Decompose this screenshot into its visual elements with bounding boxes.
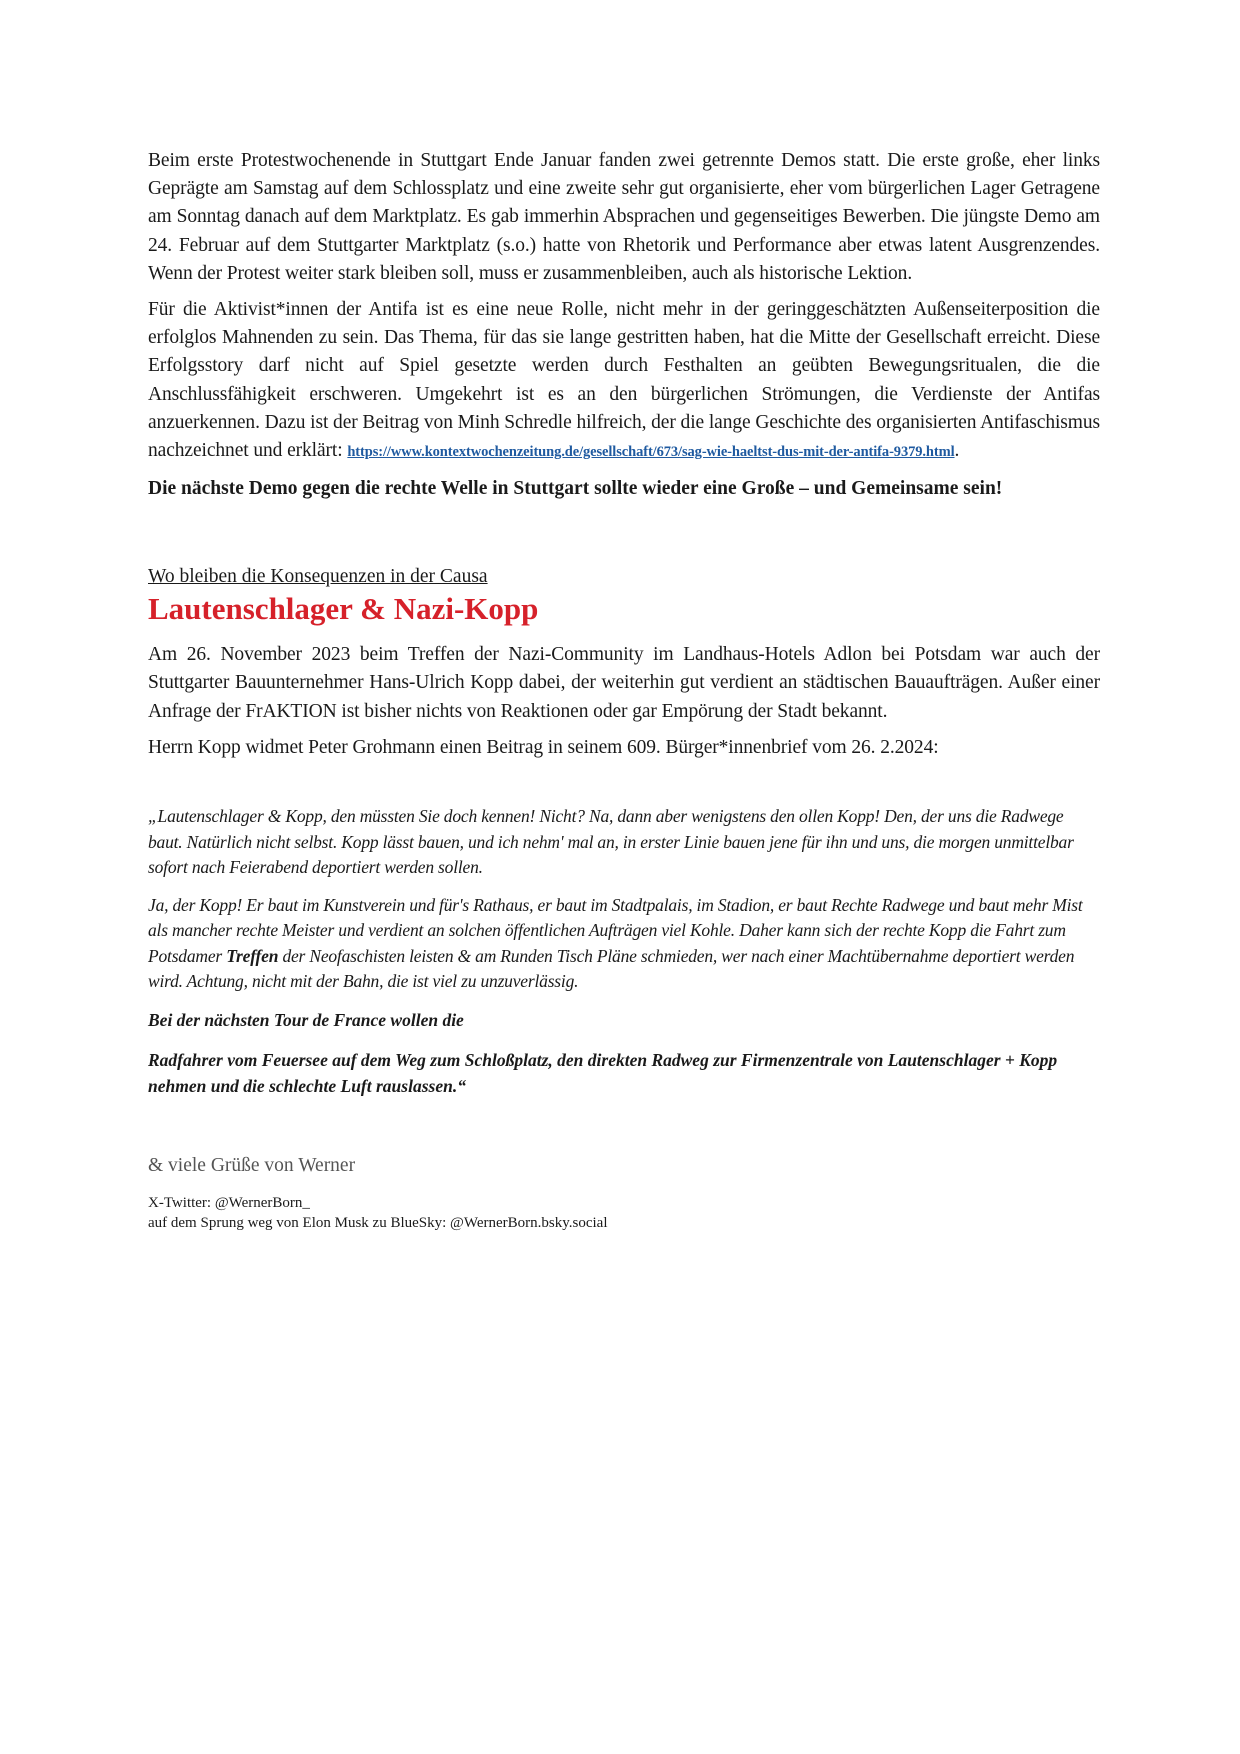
section-heading: Lautenschlager & Nazi-Kopp: [148, 591, 539, 627]
quote-paragraph-2: [148, 893, 1100, 995]
quote-paragraph-3: Bei der nächsten Tour de France wollen die: [148, 1009, 464, 1030]
quote-paragraph-1: „Lautenschlager & Kopp, den müssten Sie doch kennen! Nicht? Na, dann aber wenigstens den ollen Kopp! Den, der uns die Radwege baut. Natürlich nicht selbst. Kopp lässt bauen, und ich nehm' mal an, in erster Linie bauen jene für ihn und uns, die morgen unmittelbar sofort nach Feierabend deportiert werden sollen.: [148, 806, 1074, 878]
signoff-greeting: & viele Grüße von Werner: [148, 1154, 356, 1176]
section-subtitle: Wo bleiben die Konsequenzen in der Causa: [148, 566, 488, 588]
paragraph-antifa-role: [148, 296, 1100, 466]
spacer: [148, 1179, 1100, 1193]
paragraph-grohmann-letter: Herrn Kopp widmet Peter Grohmann einen Beitrag in seinem 609. Bürger*innenbrief vom 26. 2.2024:: [148, 736, 939, 758]
signoff-twitter: X-Twitter: @WernerBorn_: [148, 1194, 310, 1211]
quote-p2-bold: Treffen: [226, 945, 279, 966]
paragraph-protest-weekend: Beim erste Protestwochenende in Stuttgart Ende Januar fanden zwei getrennte Demos statt. Die erste große, eher links Geprägte am Samstag auf dem Schlossplatz und eine zweite sehr gut organisierte, eher vom bürgerlichen Lager Getragene am Sonntag danach auf dem Marktplatz. Es gab immerhin Absprachen und gegenseitiges Bewerben. Die jüngste Demo am 24. Februar auf dem Stuttgarter Marktplatz (s.o.) hatte von Rhetorik und Performance aber etwas latent Ausgrenzendes. Wenn der Protest weiter stark bleiben soll, muss er zusammenbleiben, auch als historische Lektion.: [148, 150, 1100, 284]
link-trailing-period: .: [954, 440, 960, 462]
signoff-bluesky: auf dem Sprung weg von Elon Musk zu BlueSky: @WernerBorn.bsky.social: [148, 1214, 608, 1231]
quote-p2-before: Ja, der Kopp! Er baut im Kunstverein und für's Rathaus, er baut im Stadtpalais, im Stadion, er baut Rechte Radwege und baut mehr Mist als mancher rechte Meister und verdient an solchen öffentlichen Aufträgen viel Kohle. Daher kann sich der rechte Kopp die Fahrt zum Potsdamer: [148, 894, 1083, 966]
next-demo-call: Die nächste Demo gegen die rechte Welle in Stuttgart sollte wieder eine Große – und Gemeinsame sein!: [148, 478, 1003, 500]
spacer: [148, 1113, 1100, 1153]
spacer: [148, 503, 1100, 565]
spacer: [148, 770, 1100, 804]
paragraph-kopp-meeting: Am 26. November 2023 beim Treffen der Nazi-Community im Landhaus-Hotels Adlon bei Potsdam war auch der Stuttgarter Bauunternehmer Hans-Ulrich Kopp dabei, der weiterhin gut verdient an städtischen Bauaufträgen. Außer einer Anfrage der FrAKTION ist bisher nichts von Reaktionen oder gar Empörung der Stadt bekannt.: [148, 644, 1100, 722]
kontext-article-link[interactable]: https://www.kontextwochenzeitung.de/gesellschaft/673/sag-wie-haeltst-dus-mit-der-antifa-9379.html: [347, 444, 955, 461]
quote-paragraph-4: Radfahrer vom Feuersee auf dem Weg zum Schloßplatz, den direkten Radweg zur Firmenzentrale von Lautenschlager + Kopp nehmen und die schlechte Luft rauslassen.“: [148, 1049, 1058, 1096]
document-page: [148, 147, 1100, 1233]
quote-p2-after: der Neofaschisten leisten & am Runden Tisch Pläne schmieden, wer nach einer Machtübernahme deportiert werden wird. Achtung, nicht mit der Bahn, die ist viel zu unzuverlässig.: [148, 945, 1075, 992]
paragraph-antifa-text: Für die Aktivist*innen der Antifa ist es eine neue Rolle, nicht mehr in der geringgeschätzten Außenseiterposition die erfolglos Mahnenden zu sein. Das Thema, für das sie lange gestritten haben, hat die Mitte der Gesellschaft erreicht. Diese Erfolgsstory darf nicht auf Spiel gesetzte werden durch Festhalten an geübten Bewegungsritualen, die die Anschlussfähigkeit erschweren. Umgekehrt ist es an den bürgerlichen Strömungen, die Verdienste der Antifas anzuerkennen. Dazu ist der Beitrag von Minh Schredle hilfreich, der die lange Geschichte des organisierten Antifaschismus nachzeichnet und erklärt:: [148, 299, 1100, 462]
